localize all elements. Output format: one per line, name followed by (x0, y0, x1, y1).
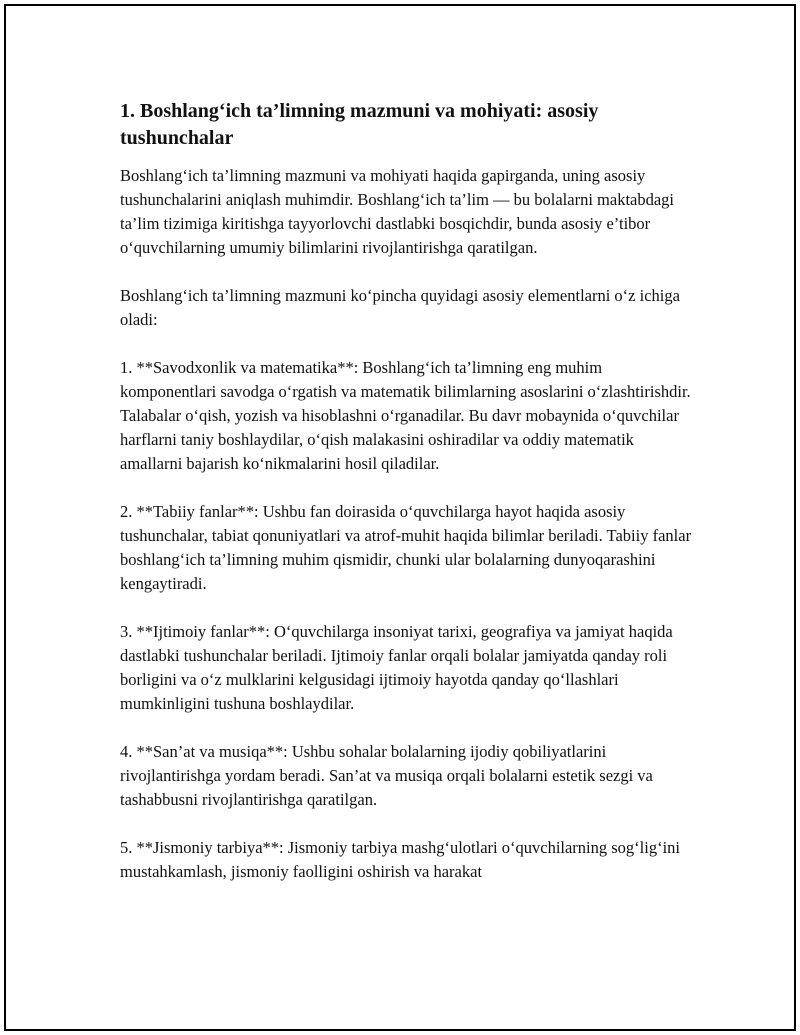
document-content (120, 98, 695, 908)
paragraph-intro: Boshlang‘ich ta’limning mazmuni va mohiyati haqida gapirganda, uning asosiy tushunchalarini aniqlash muhimdir. Boshlang‘ich ta’lim — bu bolalarni maktabdagi ta’lim tizimiga kiritishga tayyorlovchi dastlabki bosqichdir, bunda asosiy e’tibor o‘quvchilarning umumiy bilimlarini rivojlantirishga qaratilgan. (120, 166, 675, 257)
paragraph-item-art-music: 4. **San’at va musiqa**: Ushbu sohalar bolalarning ijodiy qobiliyatlarini rivojlantirishga yordam beradi. San’at va musiqa orqali bolalarni estetik sezgi va tashabbusni rivojlantirishga qaratilgan. (120, 742, 653, 809)
paragraph-item-natural-sciences: 2. **Tabiiy fanlar**: Ushbu fan doirasida o‘quvchilarga hayot haqida asosiy tushunchalar, tabiat qonuniyatlari va atrof-muhit haqida bilimlar beriladi. Tabiiy fanlar boshlang‘ich ta’limning muhim qismidir, chunki ular bolalarning dunyoqarashini kengaytiradi. (120, 502, 692, 593)
paragraph-elements-lead: Boshlang‘ich ta’limning mazmuni ko‘pincha quyidagi asosiy elementlarni o‘z ichiga oladi: (120, 286, 680, 329)
paragraph-item-literacy-math: 1. **Savodxonlik va matematika**: Boshlang‘ich ta’limning eng muhim komponentlari savodga o‘rgatish va matematik bilimlarning asoslarini o‘zlashtirishdir. Talabalar o‘qish, yozish va hisoblashni o‘rganadilar. Bu davr mobaynida o‘quvchilar harflarni taniy boshlaydilar, o‘qish malakasini oshiradilar va oddiy matematik amallarni bajarish ko‘nikmalarini hosil qiladilar. (120, 358, 691, 473)
paragraph-item-social-sciences: 3. **Ijtimoiy fanlar**: O‘quvchilarga insoniyat tarixi, geografiya va jamiyat haqida dastlabki tushunchalar beriladi. Ijtimoiy fanlar orqali bolalar jamiyatda qanday roli borligini va o‘z mulklarini kelgusidagi ijtimoiy hayotda qanday qo‘llashlari mumkinligini tushuna boshlaydilar. (120, 622, 673, 713)
section-heading: 1. Boshlang‘ich ta’limning mazmuni va mohiyati: asosiy tushunchalar (120, 100, 599, 149)
paragraph-item-physical-education: 5. **Jismoniy tarbiya**: Jismoniy tarbiya mashg‘ulotlari o‘quvchilarning sog‘lig‘ini mustahkamlash, jismoniy faolligini oshirish va harakat (120, 838, 681, 881)
document-page (4, 4, 796, 1031)
